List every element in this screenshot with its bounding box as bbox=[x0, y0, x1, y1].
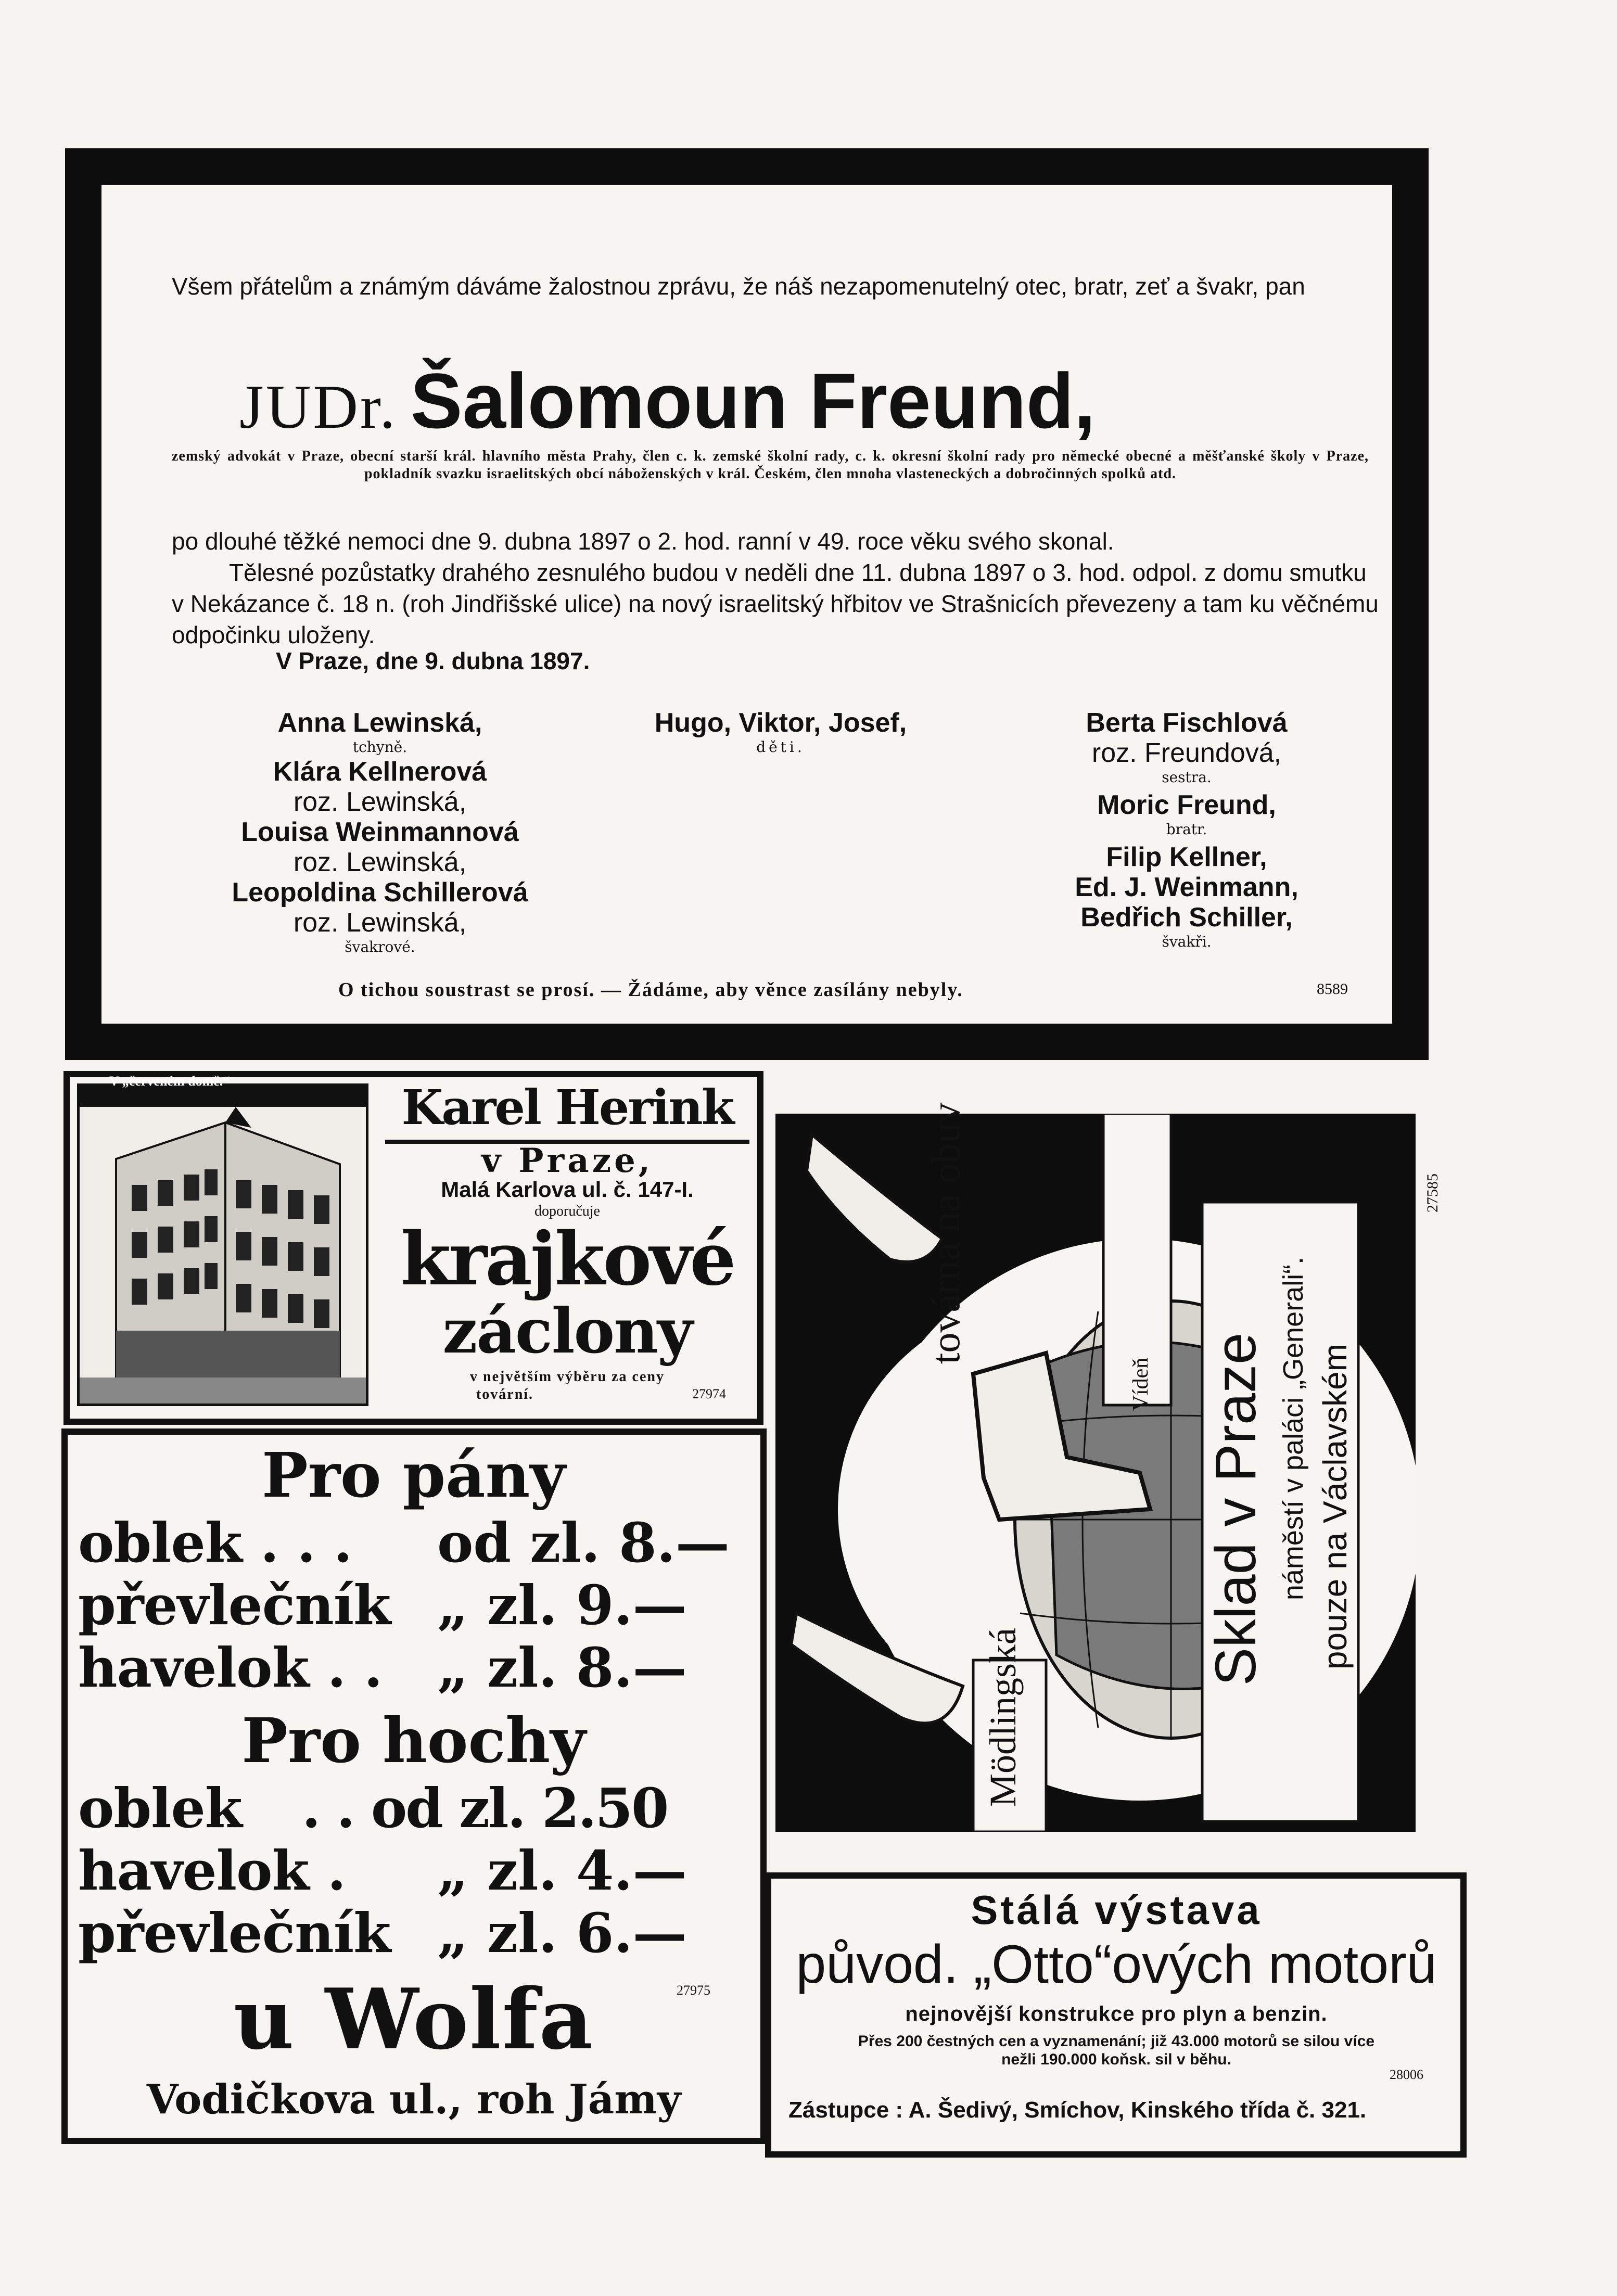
otto-awards: Přes 200 čestných cen a vyznamenání; již 43.000 motorů se silou více bbox=[858, 2033, 1375, 2050]
relation: tchyně. bbox=[352, 738, 408, 756]
otto-heading: Stálá výstava bbox=[971, 1887, 1262, 1933]
relation: bratr. bbox=[1166, 821, 1207, 838]
death-notice: po dlouhé těžké nemoci dne 9. dubna 1897 o 2. hod. ranní v 49. roce věku svého skonal. bbox=[172, 528, 1114, 555]
herink-tagline: v největším výběru za ceny bbox=[470, 1369, 665, 1385]
price-row bbox=[78, 1512, 352, 1574]
mourner: Berta Fischlová bbox=[1086, 708, 1288, 738]
wolf-heading-men: Pro pány bbox=[261, 1439, 566, 1511]
wolf-address: Vodičkova ul., roh Jámy bbox=[146, 2076, 681, 2123]
building-illustration bbox=[80, 1086, 366, 1404]
price: . . od zl. 2.50 bbox=[302, 1776, 668, 1840]
otto-agent: Zástupce : A. Šedivý, Smíchov, Kinského třída č. 321. bbox=[788, 2097, 1367, 2123]
deceased-name bbox=[239, 357, 1384, 444]
item: havelok . . bbox=[78, 1636, 383, 1700]
maiden-name: roz. Lewinská, bbox=[293, 787, 467, 817]
obituary-footer: O tichou soustrast se prosí. — Žádáme, aby věnce zasílány nebyly. bbox=[338, 979, 963, 1001]
otto-awards-2: nežli 190.000 koňsk. sil v běhu. bbox=[1001, 2051, 1231, 2068]
herink-recommends: doporučuje bbox=[534, 1203, 600, 1219]
herink-tagline-2: tovární. bbox=[476, 1386, 534, 1402]
mourner: Filip Kellner, bbox=[1106, 842, 1267, 872]
price: „ zl. 6.— bbox=[437, 1901, 687, 1965]
mourner: Ed. J. Weinmann, bbox=[1075, 872, 1298, 902]
maiden-name: roz. Lewinská, bbox=[293, 847, 467, 877]
modling-store: Sklad v Praze bbox=[1204, 1332, 1268, 1686]
wolf-heading-boys: Pro hochy bbox=[241, 1704, 586, 1777]
price: „ zl. 9.— bbox=[437, 1573, 687, 1637]
modling-factory: továrna na obuv bbox=[923, 1102, 968, 1364]
obituary-intro: Všem přátelům a známým dáváme žalostnou zprávu, že náš nezapomenutelný otec, bratr, zeť a švakr, pan bbox=[172, 273, 1305, 300]
modling-only: pouze na Václavském bbox=[1316, 1343, 1354, 1670]
modling-store-address: náměstí v paláci „Generali“. bbox=[1278, 1256, 1309, 1601]
relation: sestra. bbox=[1162, 769, 1212, 786]
relation: švakrové. bbox=[345, 938, 415, 955]
item: převlečník bbox=[78, 1901, 391, 1965]
item: oblek bbox=[78, 1776, 242, 1840]
price: „ zl. 4.— bbox=[437, 1839, 687, 1903]
ad-code: 8589 bbox=[1317, 980, 1348, 998]
mourners-children bbox=[599, 708, 963, 757]
ad-code: 27975 bbox=[677, 1983, 710, 1998]
herink-product-curtains: záclony bbox=[442, 1295, 692, 1367]
mourners-siblings bbox=[1004, 708, 1369, 951]
herink-city: v Praze, bbox=[481, 1141, 654, 1180]
mourner: Hugo, Viktor, Josef, bbox=[654, 708, 907, 738]
deceased-titles: zemský advokát v Praze, obecní starší král. hlavního města Prahy, člen c. k. zemské školní rady, c. k. okresní školní rady pro německé obecné a měšťanské školy v Praze, pokladník svazku israelitských obcí náboženských v král. Českém, člen mnoha vlasteneckých a dobročinných spolků atd. bbox=[172, 448, 1369, 482]
herink-name: Karel Herink bbox=[401, 1079, 733, 1136]
ad-code: 27974 bbox=[692, 1386, 726, 1401]
item: havelok . bbox=[78, 1839, 346, 1903]
price: od zl. 8.— bbox=[437, 1511, 730, 1575]
maiden-name: roz. Lewinská, bbox=[293, 908, 467, 938]
funeral-notice: Tělesné pozůstatky drahého zesnulého budou v neděli dne 11. dubna 1897 o 3. hod. odpol. z domu smutku v Nekázance č. 18 n. (roh Jindřišské ulice) na nový israelitský hřbitov ve Strašnicích převezeny a tam ku věčnému odpočinku uloženy. bbox=[172, 559, 1379, 648]
herink-address: Malá Karlova ul. č. 147-I. bbox=[441, 1177, 694, 1202]
place-date: V Praze, dne 9. dubna 1897. bbox=[276, 647, 590, 674]
mourner: Leopoldina Schillerová bbox=[232, 877, 528, 908]
item: převlečník bbox=[78, 1573, 391, 1637]
item: oblek . . . bbox=[78, 1511, 352, 1575]
relation: děti. bbox=[756, 738, 805, 756]
herink-product-lace: krajkové bbox=[400, 1217, 734, 1302]
ad-code: 28006 bbox=[1390, 2067, 1423, 2082]
wolf-brand: u Wolfa bbox=[233, 1970, 594, 2068]
mourner: Bedřich Schiller, bbox=[1080, 902, 1293, 933]
price: „ zl. 8.— bbox=[437, 1636, 687, 1700]
maiden-name: roz. Freundová, bbox=[1091, 738, 1282, 768]
relation: švakři. bbox=[1162, 933, 1212, 950]
modling-brand: Mödlingská bbox=[982, 1628, 1024, 1807]
illustration-caption: V „červeném domě.“ bbox=[109, 1074, 230, 1089]
red-house-engraving bbox=[77, 1083, 368, 1406]
name-prefix: JUDr. bbox=[239, 372, 398, 441]
mourner: Moric Freund, bbox=[1097, 790, 1276, 820]
ad-code: 27585 bbox=[1424, 1173, 1441, 1213]
otto-construction: nejnovější konstrukce pro plyn a benzin. bbox=[905, 2002, 1328, 2025]
mourner: Louisa Weinmannová bbox=[241, 817, 519, 847]
mourner: Anna Lewinská, bbox=[277, 708, 482, 738]
mourners-in-law bbox=[172, 708, 588, 956]
otto-subheading: původ. „Otto“ových motorů bbox=[796, 1934, 1437, 1995]
name-main: Šalomoun Freund, bbox=[410, 357, 1096, 444]
modling-city: Vídeň bbox=[1129, 1357, 1153, 1411]
mourner: Klára Kellnerová bbox=[273, 757, 487, 787]
